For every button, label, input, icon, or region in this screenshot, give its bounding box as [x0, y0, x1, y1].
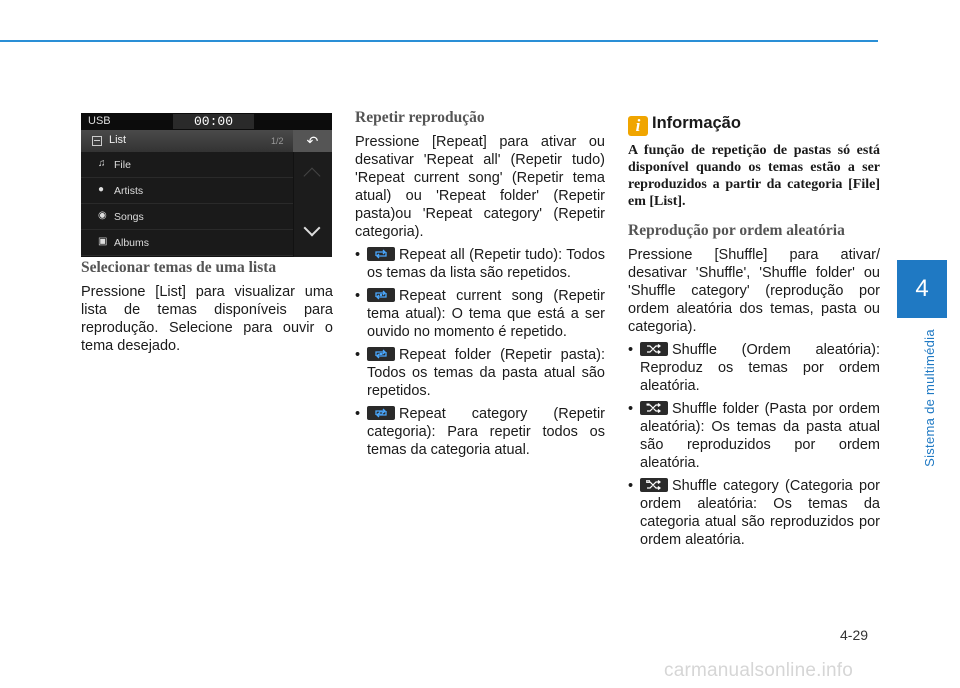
info-header [628, 114, 880, 136]
bullet: • [628, 342, 634, 358]
heading-repeat: Repetir reprodução [355, 109, 485, 126]
list-item [355, 287, 605, 341]
list-icon [92, 136, 102, 146]
repeat-category-text: Repeat category (Repetir categoria): Para repetir todos os temas da categoria atual. [367, 406, 605, 458]
screen-list-item-songs [81, 204, 293, 230]
screen-list-item-label: Albums [114, 237, 150, 249]
media-screen-mockup [81, 113, 332, 257]
shuffle-folder-text: Shuffle folder (Pasta por ordem aleatória): Os temas da pasta atual são reproduzidos por ordem aleatória. [640, 401, 880, 471]
screen-list-item-artists [81, 178, 293, 204]
repeat-folder-icon [367, 347, 395, 361]
screen-list-label: List [109, 134, 127, 146]
screen-list-item-file [81, 152, 293, 178]
repeat-folder-text: Repeat folder (Repetir pasta): Todos os temas da pasta atual são repetidos. [367, 347, 605, 399]
disc-icon: ◉ [98, 210, 107, 221]
shuffle-text: Shuffle (Ordem aleatória): Reproduz os temas por ordem aleatória. [640, 342, 880, 394]
column-c [628, 114, 880, 549]
bullet: • [355, 406, 361, 422]
repeat-one-icon [367, 288, 395, 302]
list-item [628, 477, 880, 549]
heading-select-list: Selecionar temas de uma lista [81, 259, 277, 276]
shuffle-category-text: Shuffle category (Categoria por ordem aleatória: Os temas da categoria atual são reproduzidos por ordem aleatória. [640, 478, 880, 548]
paragraph-repeat: Pressione [Repeat] para ativar ou desativar 'Repeat all' (Repetir tudo) 'Repeat current song' (Repetir tema atual) ou 'Repeat folder' (Repetir pasta)ou 'Repeat category' (Repetir categoria). [355, 134, 605, 240]
repeat-all-text: Repeat all (Repetir tudo): Todos os temas da lista são repetidos. [367, 247, 605, 281]
info-body: A função de repetição de pastas só está disponível quando os temas estão a ser reproduzidos a partir da categoria [File] em [List]. [628, 143, 880, 209]
repeat-one-text: Repeat current song (Repetir tema atual): O tema que está a ser ouvido no momento é repetido. [367, 288, 605, 340]
shuffle-category-icon [640, 478, 668, 492]
info-icon: i [628, 116, 648, 136]
screen-clock: 00:00 [173, 114, 254, 129]
chapter-title: Sistema de multimédia [922, 329, 937, 467]
screen-list-item-label: File [114, 159, 131, 171]
repeat-category-icon [367, 406, 395, 420]
bullet: • [355, 347, 361, 363]
shuffle-folder-icon [640, 401, 668, 415]
screen-list-item-albums [81, 230, 293, 256]
back-icon: ↶ [293, 130, 332, 152]
screen-scroll-panel [294, 152, 332, 257]
screen-list [81, 152, 293, 256]
screen-page-indicator: 1/2 [271, 136, 284, 146]
heading-shuffle: Reprodução por ordem aleatória [628, 222, 845, 239]
column-b [355, 109, 605, 459]
bullet: • [628, 478, 634, 494]
top-rule [0, 40, 878, 42]
album-icon: ▣ [98, 236, 108, 247]
repeat-list [355, 246, 605, 459]
watermark: carmanualsonline.info [664, 660, 854, 681]
list-item [355, 346, 605, 400]
screen-source-label: USB [88, 115, 111, 127]
paragraph-shuffle: Pressione [Shuffle] para ativar/ desativar 'Shuffle', 'Shuffle folder' ou 'Shuffle category' (reprodução por ordem aleatória dos temas, pasta ou categoria). [628, 247, 880, 335]
list-item [628, 341, 880, 395]
list-item [628, 400, 880, 472]
screen-list-item-label: Artists [114, 185, 144, 197]
bullet: • [355, 288, 361, 304]
music-note-icon: ♫ [98, 158, 106, 169]
shuffle-list [628, 341, 880, 549]
screen-list-bar [81, 130, 332, 152]
bullet: • [355, 247, 361, 263]
repeat-all-icon [367, 247, 395, 261]
bullet: • [628, 401, 634, 417]
person-icon: ● [98, 184, 105, 195]
list-item [355, 405, 605, 459]
chevron-up-icon [304, 168, 321, 185]
column-a [81, 259, 333, 355]
list-item [355, 246, 605, 282]
shuffle-icon [640, 342, 668, 356]
info-title: Informação [652, 114, 741, 132]
page-number: 4-29 [840, 627, 869, 643]
screen-list-item-label: Songs [114, 211, 144, 223]
paragraph-select-list: Pressione [List] para visualizar uma lista de temas disponíveis para reprodução. Selecione para ouvir o tema desejado. [81, 284, 333, 354]
chevron-down-icon [304, 220, 321, 237]
screen-status-bar [81, 113, 332, 130]
chapter-number-tab: 4 [897, 260, 947, 318]
